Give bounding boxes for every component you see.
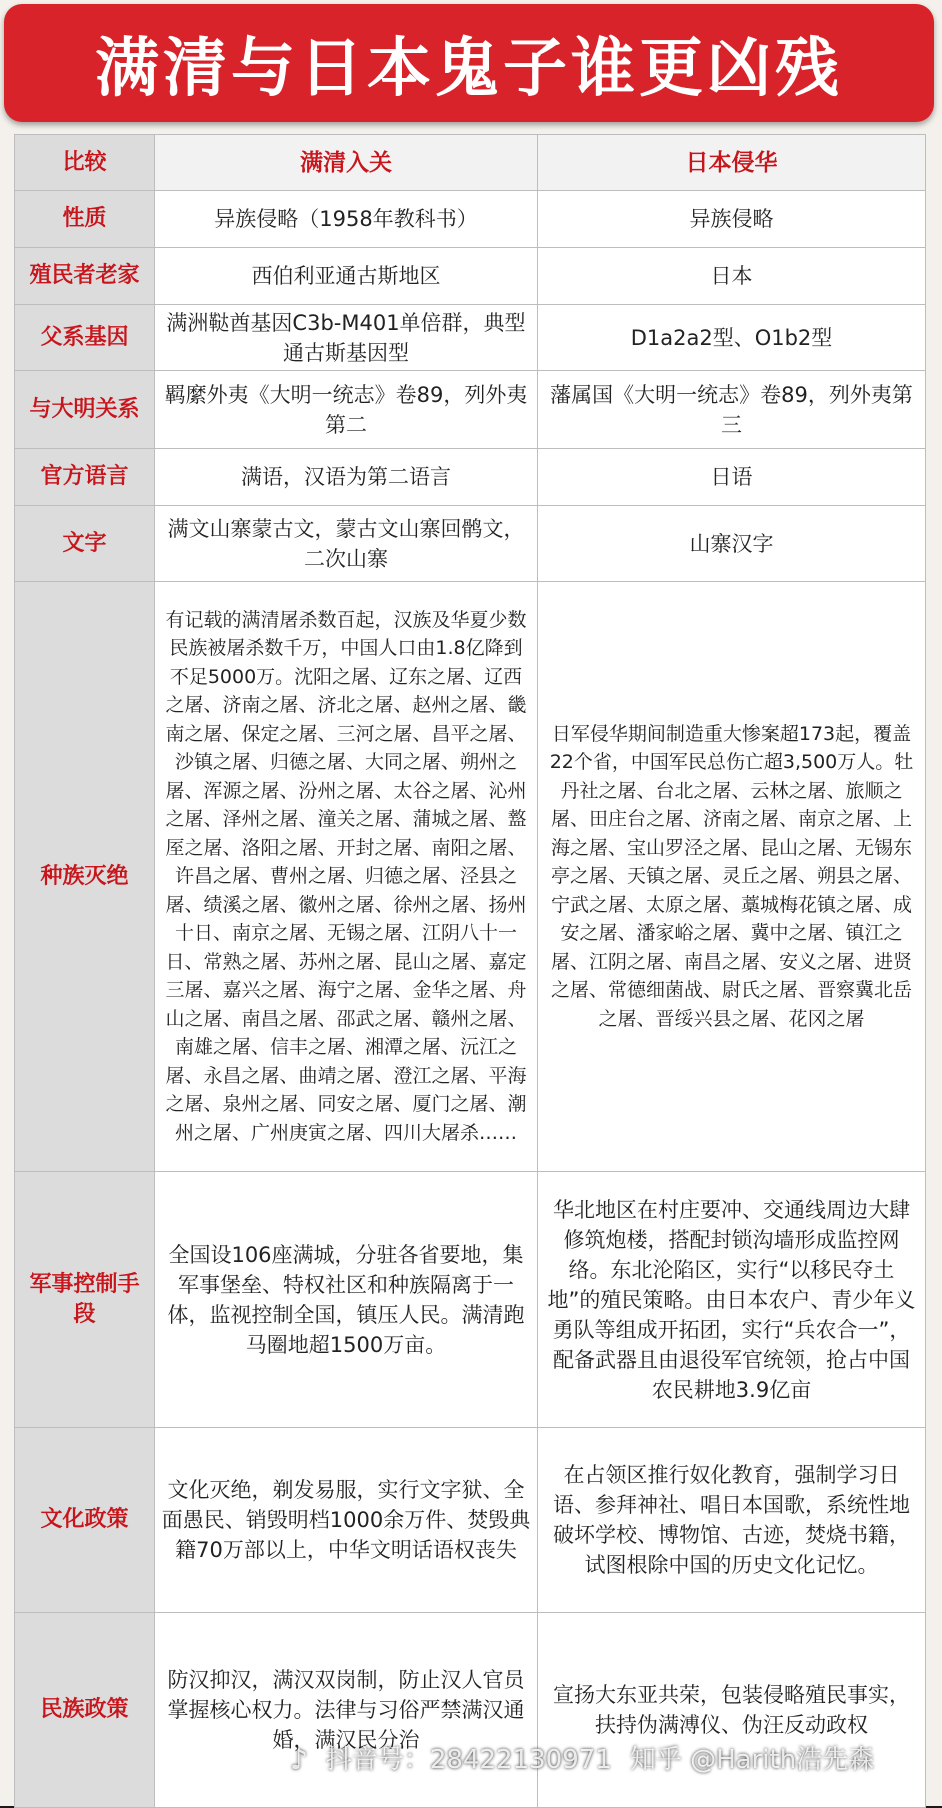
row-label: 与大明关系 [15, 371, 155, 448]
tiktok-id: 抖音号：28422130971 [325, 1745, 612, 1775]
cell-japan: 异族侵略 [689, 207, 774, 231]
cell-qing: 文化灭绝，剃发易服，实行文字狱、全面愚民、销毁明档1000余万件、焚毁典籍70万部以上，中华文明话语权丧失 [155, 1428, 538, 1612]
table-row [15, 1428, 925, 1613]
comparison-table [14, 134, 926, 1808]
cell-qing: 羁縻外夷《大明一统志》卷89，列外夷第二 [155, 371, 538, 448]
zhihu-credit: 知乎 @Harith浩先森 [629, 1745, 875, 1775]
cell-qing: 满文山寨蒙古文，蒙古文山寨回鹘文，二次山寨 [155, 506, 538, 581]
tiktok-icon: ♪ [290, 1743, 308, 1776]
row-label: 性质 [15, 191, 155, 247]
table-row [15, 248, 925, 305]
table-row [15, 1172, 925, 1428]
cell-qing: 满语，汉语为第二语言 [155, 449, 538, 505]
page-title: 满清与日本鬼子谁更凶残 [95, 32, 843, 106]
header-col-japan: 日本侵华 [538, 135, 925, 190]
watermark [290, 1740, 930, 1780]
cell-japan: 日本 [710, 264, 753, 288]
cell-qing: 全国设106座满城，分驻各省要地，集军事堡垒、特权社区和种族隔离于一体，监视控制全国，镇压人民。满清跑马圈地超1500万亩。 [155, 1172, 538, 1427]
row-label: 文字 [15, 506, 155, 581]
cell-qing: 异族侵略（1958年教科书） [155, 191, 538, 247]
row-label: 军事控制手段 [15, 1172, 155, 1427]
cell-japan: 华北地区在村庄要冲、交通线周边大肆修筑炮楼，搭配封锁沟墙形成监控网络。东北沦陷区，实行“以移民夺土地”的殖民策略。由日本农户、青少年义勇队等组成开拓团，实行“兵农合一”，配备武器且由退役军官统领，抢占中国农民耕地3.9亿亩 [547, 1197, 916, 1402]
row-label: 父系基因 [15, 305, 155, 370]
cell-qing: 满洲鞑酋基因C3b-M401单倍群，典型通古斯基因型 [155, 305, 538, 370]
cell-japan: 日军侵华期间制造重大惨案超173起，覆盖22个省，中国军民总伤亡超3,500万人。牡丹社之屠、台北之屠、云林之屠、旅顺之屠、田庄台之屠、济南之屠、南京之屠、上海之屠、宝山罗泾之屠、昆山之屠、无锡东亭之屠、天镇之屠、灵丘之屠、朔县之屠、宁武之屠、太原之屠、藁城梅花镇之屠、成安之屠、潘家峪之屠、冀中之屠、镇江之屠、江阴之屠、南昌之屠、安义之屠、进贤之屠、常德细菌战、尉氏之屠、晋察冀北岳之屠、晋绥兴县之屠、花冈之屠 [549, 722, 914, 1030]
cell-qing: 西伯利亚通古斯地区 [155, 248, 538, 304]
table-row [15, 449, 925, 506]
cell-japan: 宣扬大东亚共荣，包装侵略殖民事实，扶持伪满溥仪、伪汪反动政权 [553, 1683, 910, 1737]
title-banner [4, 4, 934, 122]
row-label: 民族政策 [15, 1613, 155, 1807]
row-label: 殖民者老家 [15, 248, 155, 304]
row-label: 官方语言 [15, 449, 155, 505]
cell-japan: 日语 [710, 465, 753, 489]
cell-qing: 有记载的满清屠杀数百起，汉族及华夏少数民族被屠杀数千万，中国人口由1.8亿降到不足5000万。沈阳之屠、辽东之屠、辽西之屠、济南之屠、济北之屠、赵州之屠、畿南之屠、保定之屠、三河之屠、昌平之屠、沙镇之屠、归德之屠、大同之屠、朔州之屠、浑源之屠、汾州之屠、太谷之屠、沁州之屠、泽州之屠、潼关之屠、蒲城之屠、盩厔之屠、洛阳之屠、开封之屠、南阳之屠、许昌之屠、曹州之屠、归德之屠、泾县之屠、绩溪之屠、徽州之屠、徐州之屠、扬州十日、南京之屠、无锡之屠、江阴八十一日、常熟之屠、苏州之屠、昆山之屠、嘉定三屠、嘉兴之屠、海宁之屠、金华之屠、舟山之屠、南昌之屠、邵武之屠、赣州之屠、南雄之屠、信丰之屠、湘潭之屠、沅江之屠、永昌之屠、曲靖之屠、澄江之屠、平海之屠、泉州之屠、同安之屠、厦门之屠、潮州之屠、广州庚寅之屠、四川大屠杀…… [155, 582, 538, 1171]
table-row [15, 305, 925, 371]
cell-qing: 防汉抑汉，满汉双岗制，防止汉人官员掌握核心权力。法律与习俗严禁满汉通婚，满汉民分治 [155, 1613, 538, 1807]
table-row [15, 371, 925, 449]
row-label: 文化政策 [15, 1428, 155, 1612]
table-row [15, 582, 925, 1172]
cell-japan: 藩属国《大明一统志》卷89，列外夷第三 [550, 382, 913, 437]
cell-japan: 在占领区推行奴化教育，强制学习日语、参拜神社、唱日本国歌，系统性地破坏学校、博物馆、古迹，焚烧书籍，试图根除中国的历史文化记忆。 [553, 1463, 910, 1577]
row-label: 种族灭绝 [15, 582, 155, 1171]
cell-japan: D1a2a2型、O1b2型 [630, 325, 833, 350]
header-col-qing: 满清入关 [155, 135, 538, 190]
table-row [15, 191, 925, 248]
table-row [15, 506, 925, 582]
cell-japan: 山寨汉字 [689, 531, 774, 556]
header-label: 比较 [15, 135, 155, 190]
table-header-row [15, 135, 925, 191]
